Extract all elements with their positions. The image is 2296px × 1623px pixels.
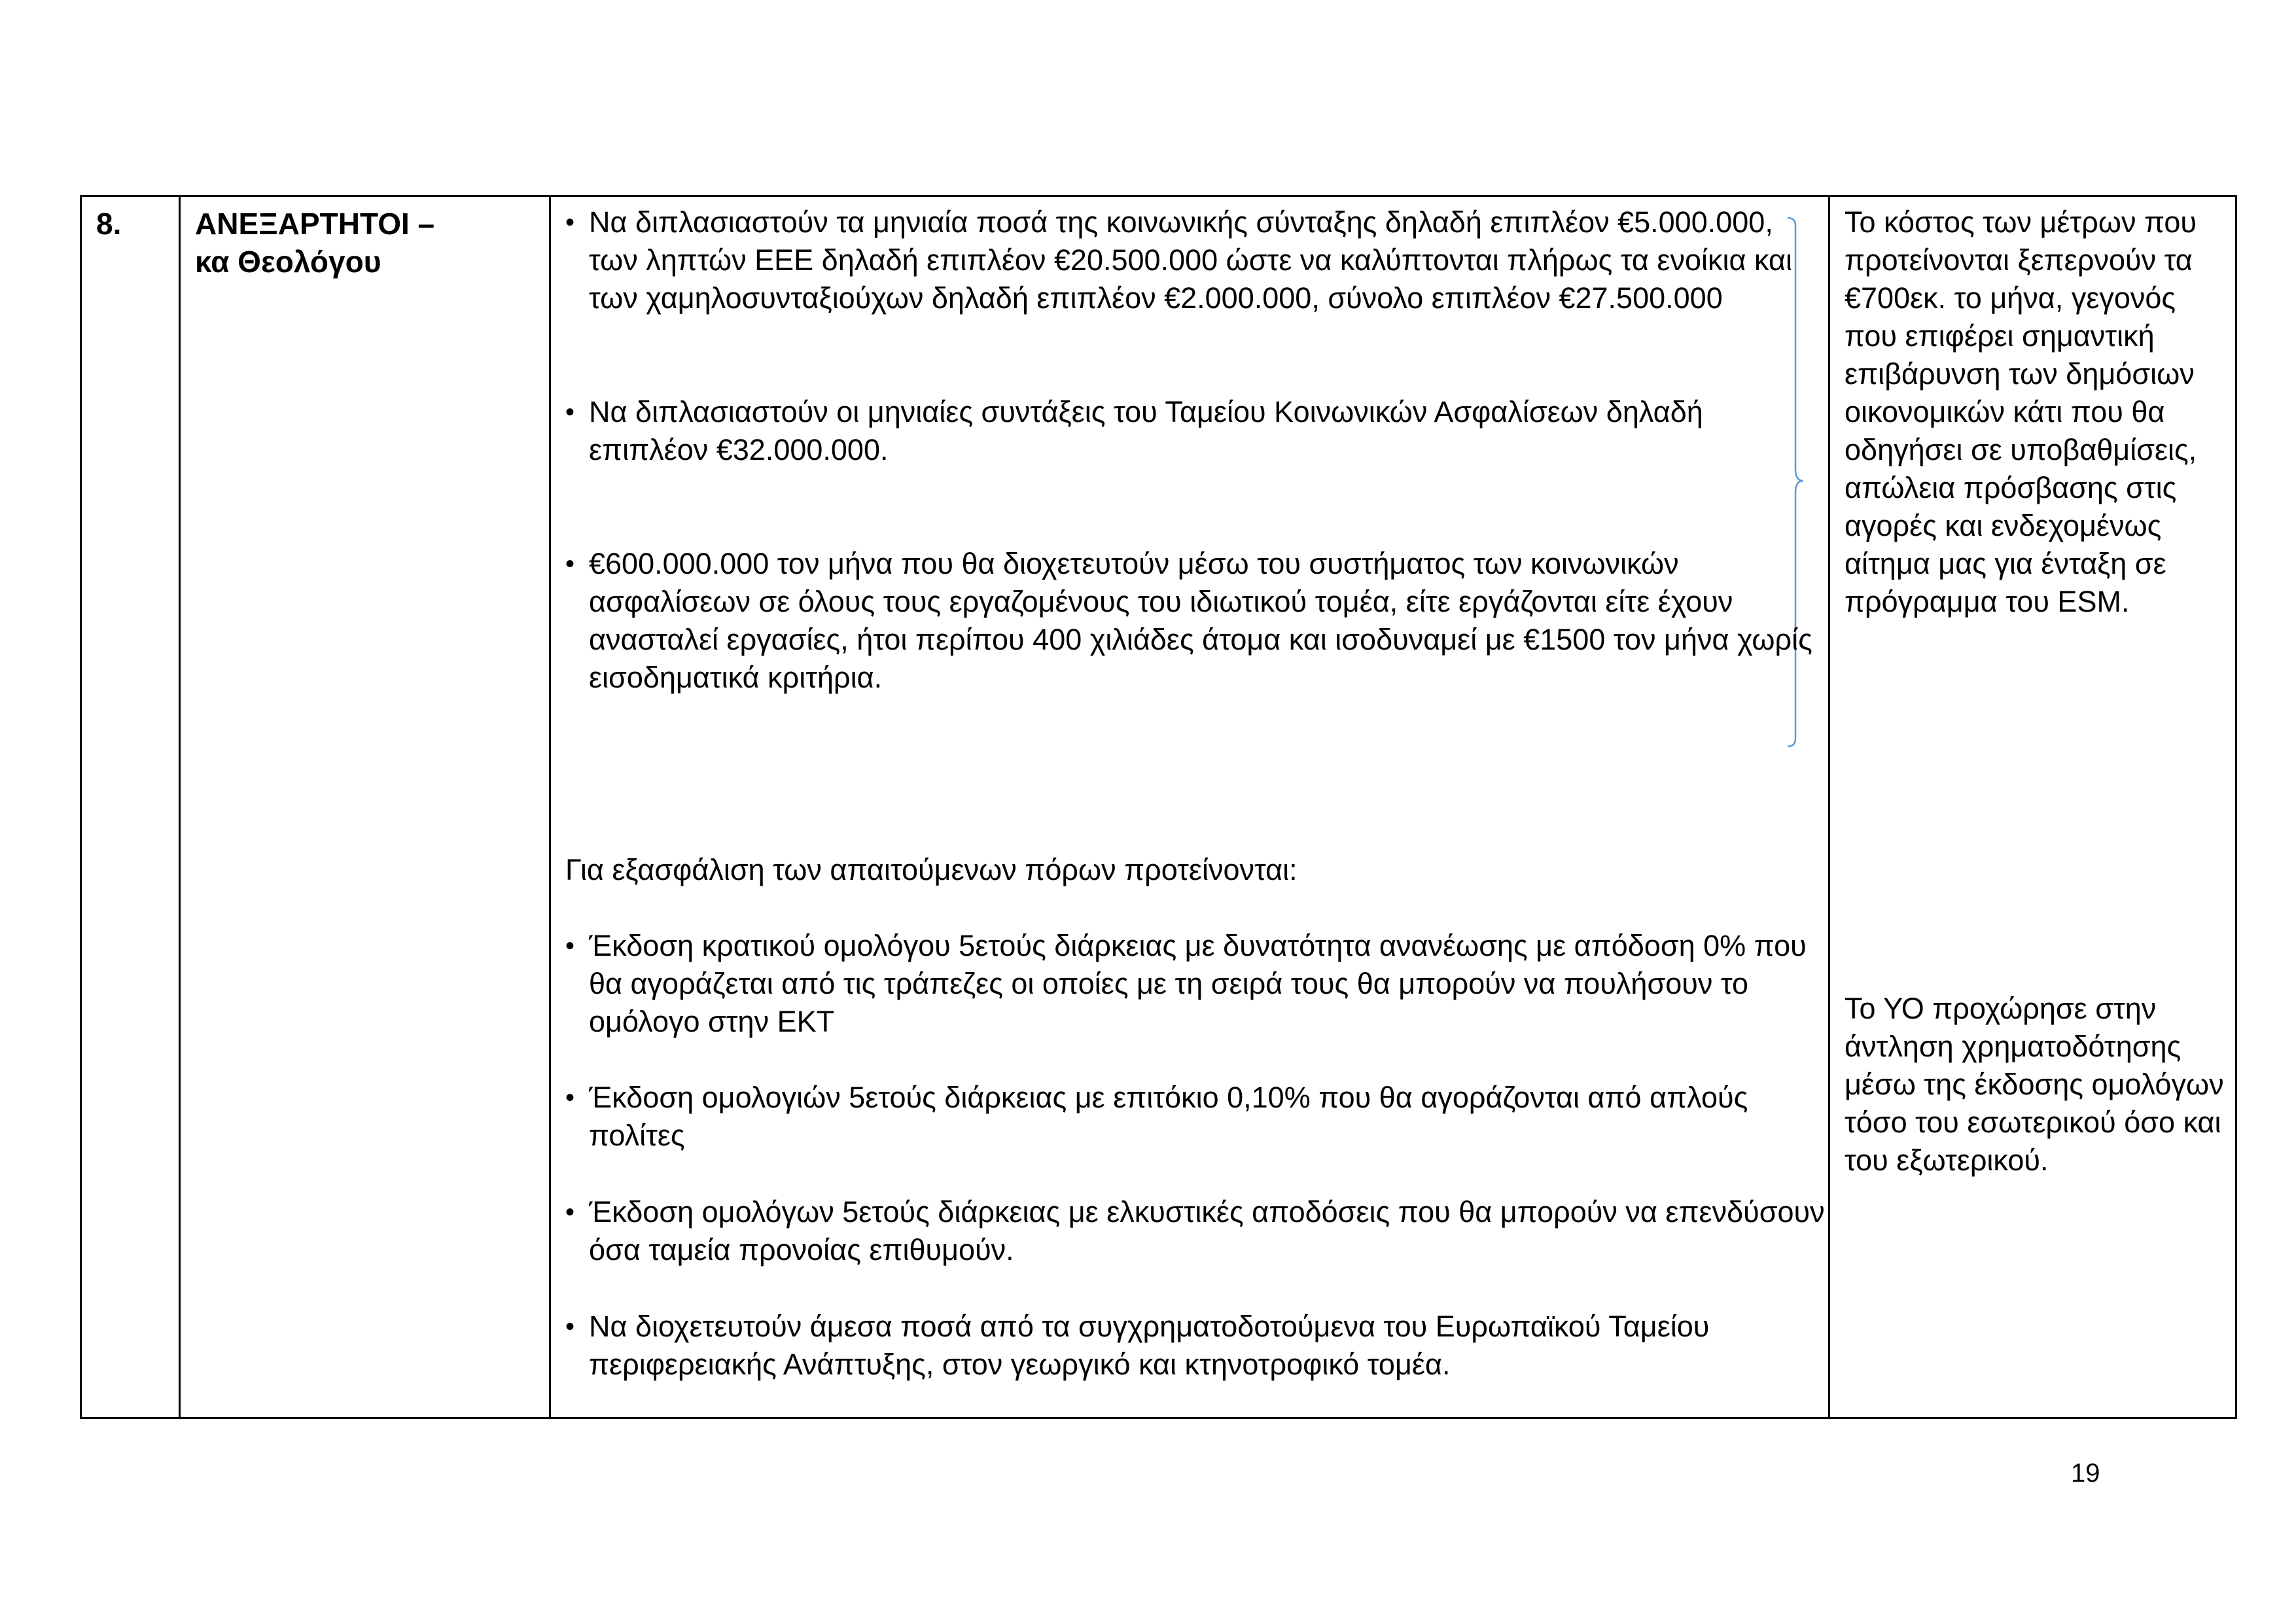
proposal-bullet-text: Να διπλασιαστούν τα μηνιαία ποσά της κοινωνικής σύνταξης δηλαδή επιπλέον €5.000.000, των ληπτών ΕΕΕ δηλαδή επιπλέον €20.500.000 ώστε να καλύπτονται πλήρως τα ενοίκια και των χαμηλοσυνταξιούχων δηλαδή επιπλέον €2.000.000, σύνολο επιπλέον €27.500.000: [589, 205, 1793, 315]
funding-intro: Για εξασφάλιση των απαιτούμενων πόρων προτείνονται:: [565, 853, 1298, 886]
list-item: [565, 1079, 1828, 1155]
page-number: 19: [2071, 1459, 2100, 1488]
table-row: [81, 196, 2236, 1418]
list-item: [565, 393, 1828, 469]
list-item: [565, 545, 1828, 697]
party-name-line2: κα Θεολόγου: [195, 245, 381, 279]
funding-bullet-text: Να διοχετευτούν άμεσα ποσά από τα συγχρηματοδοτούμενα του Ευρωπαϊκού Ταμείου περιφερειακής Ανάπτυξης, στον γεωργικό και κτηνοτροφικό τομέα.: [589, 1310, 1710, 1381]
bullet-icon: •: [565, 398, 575, 427]
comment-cost: Το κόστος των μέτρων που προτείνονται ξεπερνούν τα €700εκ. το μήνα, γεγονός που επιφέρει σημαντική επιβάρυνση των δημόσιων οικονομικών κάτι που θα οδηγήσει σε υποβαθμίσεις, απώλεια πρόσβασης στις αγορές και ενδεχομένως αίτημα μας για ένταξη σε πρόγραμμα του ESM.: [1845, 205, 2197, 618]
list-item: [565, 1308, 1828, 1384]
bullet-icon: •: [565, 1198, 575, 1227]
proposal-bullet-text: €600.000.000 τον μήνα που θα διοχετευτούν μέσω του συστήματος των κοινωνικών ασφαλίσεων σε όλους τους εργαζομένους του ιδιωτικού τομέα, είτε εργάζονται είτε έχουν ανασταλεί εργασίες, ήτοι περίπου 400 χιλιάδες άτομα και ισοδυναμεί με €1500 τον μήνα χωρίς εισοδηματικά κριτήρια.: [589, 547, 1812, 694]
list-item: [565, 203, 1828, 317]
comment-funding: Το ΥΟ προχώρησε στην άντληση χρηματοδότησης μέσω της έκδοσης ομολόγων τόσο του εσωτερικού όσο και του εξωτερικού.: [1845, 992, 2224, 1177]
party-name-line1: ΑΝΕΞΑΡΤΗΤΟΙ –: [195, 207, 435, 241]
bullet-icon: •: [565, 1083, 575, 1112]
proposals-table: [80, 195, 2237, 1419]
party-cell: [180, 196, 550, 1418]
bullet-icon: •: [565, 932, 575, 960]
list-item: [565, 927, 1828, 1041]
funding-bullet-text: Έκδοση κρατικού ομολόγου 5ετούς διάρκειας με δυνατότητα ανανέωσης με απόδοση 0% που θα αγοράζεται από τις τράπεζες οι οποίες με τη σειρά τους θα μπορούν να πουλήσουν το ομόλογο στην ΕΚΤ: [589, 929, 1807, 1038]
row-number: 8.: [96, 207, 122, 241]
party-name: [195, 205, 434, 281]
funding-bullet-text: Έκδοση ομολογιών 5ετούς διάρκειας με επιτόκιο 0,10% που θα αγοράζονται από απλούς πολίτες: [589, 1081, 1748, 1152]
proposals-cell: [550, 196, 1829, 1418]
list-item: [565, 1193, 1828, 1269]
bullet-icon: •: [565, 1312, 575, 1341]
comments-cell: [1829, 196, 2236, 1418]
bullet-icon: •: [565, 208, 575, 237]
row-number-cell: [81, 196, 180, 1418]
bullet-icon: •: [565, 550, 575, 578]
funding-bullet-text: Έκδοση ομολόγων 5ετούς διάρκειας με ελκυστικές αποδόσεις που θα μπορούν να επενδύσουν όσα ταμεία προνοίας επιθυμούν.: [589, 1195, 1825, 1266]
proposal-bullet-text: Να διπλασιαστούν οι μηνιαίες συντάξεις του Ταμείου Κοινωνικών Ασφαλίσεων δηλαδή επιπλέον €32.000.000.: [589, 395, 1703, 466]
